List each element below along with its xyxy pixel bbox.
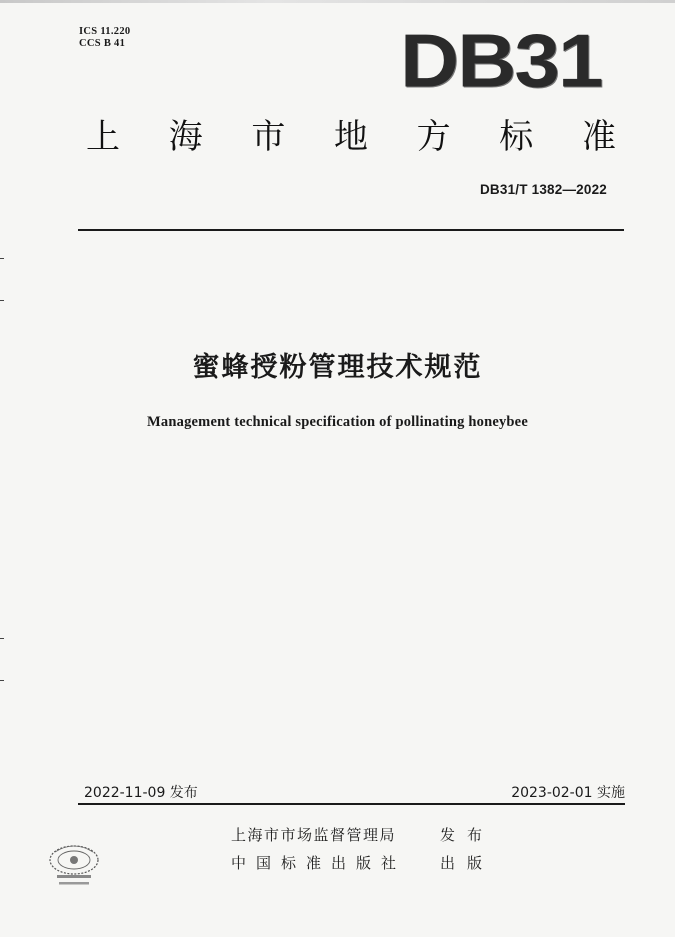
- scan-margin-mark: [0, 638, 4, 639]
- db31-logo: DB31: [400, 19, 602, 104]
- scan-margin-mark: [0, 258, 4, 259]
- scan-top-edge: [0, 0, 675, 3]
- standard-type-char: 地: [333, 117, 368, 157]
- issue-date: 2022-11-09 发布: [84, 785, 198, 801]
- document-title-english: Management technical specification of pollinating honeybee: [147, 414, 528, 430]
- footer-divider: [78, 803, 625, 805]
- standard-type-char: 海: [168, 117, 203, 157]
- ccs-code: CCS B 41: [79, 38, 126, 49]
- standard-type-char: 上: [86, 117, 120, 157]
- header-divider: [78, 229, 624, 231]
- scan-margin-mark: [0, 300, 4, 301]
- scan-margin-mark: [0, 680, 4, 681]
- issuing-action: 发布: [440, 826, 495, 844]
- issuing-authority: 上海市市场监督管理局: [231, 826, 397, 844]
- standard-type-char: 准: [581, 117, 616, 157]
- standard-type-char: 方: [416, 117, 451, 157]
- ics-code: ICS 11.220: [79, 26, 131, 37]
- standard-type-heading: [86, 116, 616, 158]
- publisher-seal-icon: [45, 838, 103, 890]
- publishing-action: 出版: [440, 854, 495, 872]
- standard-type-char: 标: [499, 117, 534, 157]
- document-title-chinese: 蜜蜂授粉管理技术规范: [192, 352, 483, 383]
- standard-number: DB31/T 1382—2022: [479, 182, 607, 197]
- implementation-date: 2023-02-01 实施: [511, 785, 625, 801]
- classification-block: [79, 26, 130, 50]
- publisher-name: 中国标准出版社: [231, 854, 407, 872]
- standard-type-char: 市: [251, 117, 286, 157]
